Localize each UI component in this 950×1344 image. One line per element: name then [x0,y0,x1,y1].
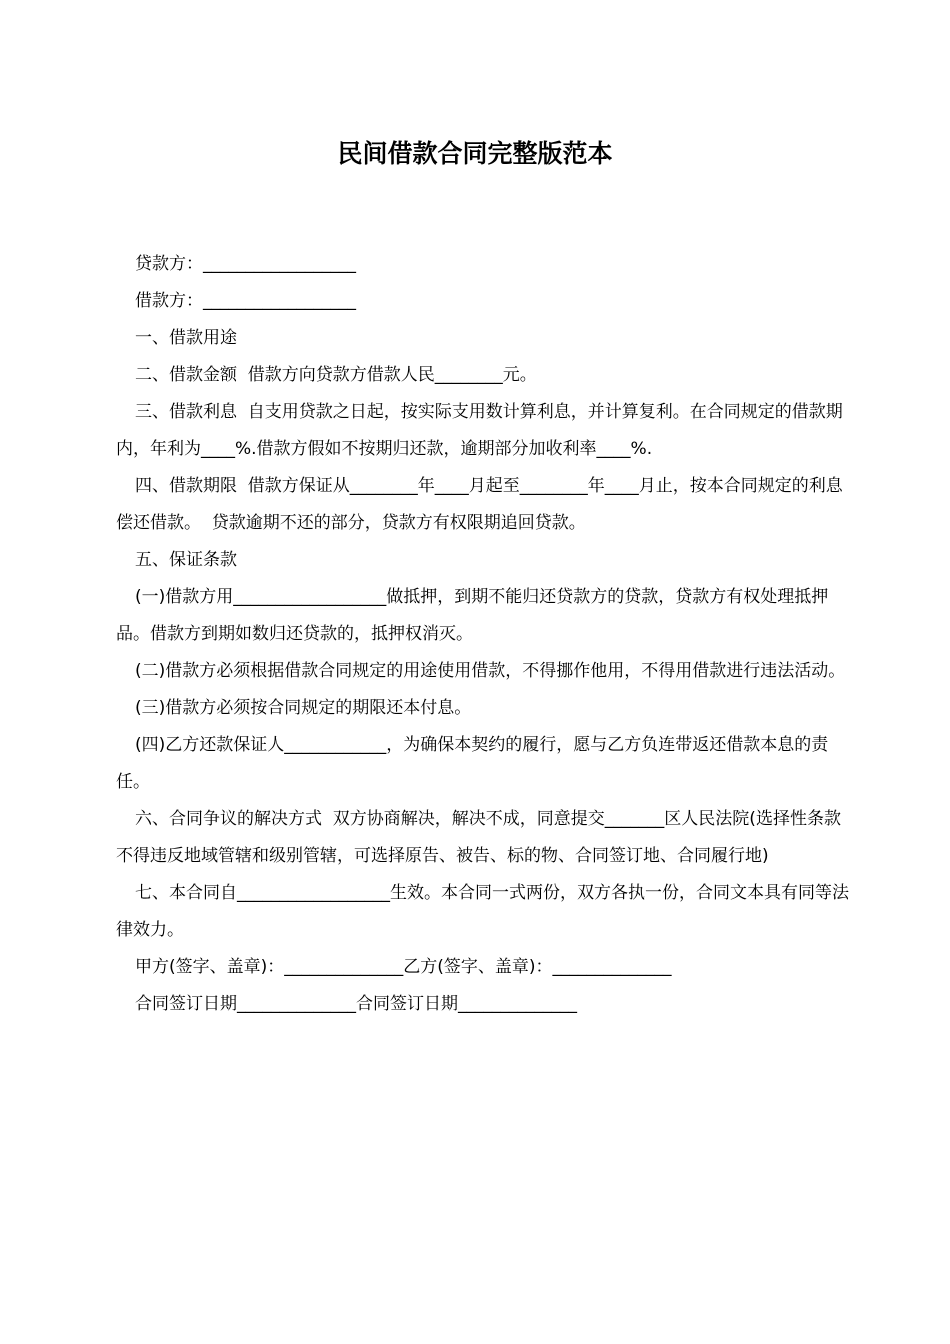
section-dispute: 六、合同争议的解决方式 双方协商解决，解决不成，同意提交_______区人民法院(选择性条款不得违反地域管辖和级别管辖，可选择原告、被告、标的物、合同签订地、合同履行地) [116,809,841,866]
guarantee-clause-2: (二)借款方必须根据借款合同规定的用途使用借款，不得挪作他用，不得用借款进行违法活动。 [135,661,846,681]
guarantee-clause-4: (四)乙方还款保证人____________，为确保本契约的履行，愿与乙方负连带返还借款本息的责任。 [116,735,829,792]
section-effect: 七、本合同自__________________生效。本合同一式两份，双方各执一份，合同文本具有同等法律效力。 [116,883,849,940]
section-guarantee: 五、保证条款 [135,550,237,570]
borrower-line: 借款方：__________________ [135,291,356,311]
signature-line: 甲方(签字、盖章)：______________乙方(签字、盖章)：______________ [135,957,672,977]
section-purpose: 一、借款用途 [135,328,237,348]
signing-date-line: 合同签订日期______________合同签订日期______________ [135,994,577,1014]
guarantee-clause-3: (三)借款方必须按合同规定的期限还本付息。 [135,698,472,718]
guarantee-clause-1: (一)借款方用__________________做抵押，到期不能归还贷款方的贷款，贷款方有权处理抵押品。借款方到期如数归还贷款的，抵押权消灭。 [116,587,829,644]
section-term: 四、借款期限 借款方保证从________年____月起至________年____月止，按本合同规定的利息偿还借款。 贷款逾期不还的部分，贷款方有权限期追回贷款。 [116,476,843,533]
document-title: 民间借款合同完整版范本 [337,139,613,168]
section-interest: 三、借款利息 自支用贷款之日起，按实际支用数计算利息，并计算复利。在合同规定的借款期内，年利为____%.借款方假如不按期归还款，逾期部分加收利率____%. [116,402,843,459]
lender-line: 贷款方：__________________ [135,254,356,274]
section-amount: 二、借款金额 借款方向贷款方借款人民________元。 [135,365,537,385]
document-body [116,246,851,1023]
